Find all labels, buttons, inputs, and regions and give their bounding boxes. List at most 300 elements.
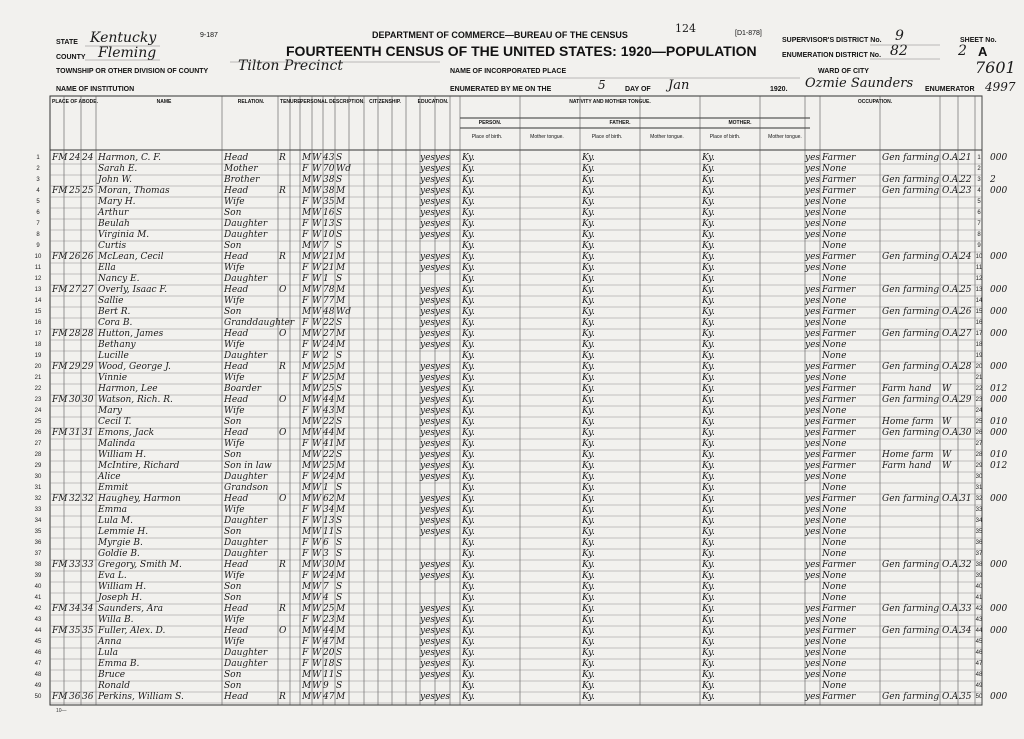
cell-eng: yes [805, 626, 821, 636]
cell-rc: 2 [990, 175, 996, 185]
cell-code [960, 582, 972, 593]
cell-mpob: Ky. [702, 406, 715, 416]
cell-age: 18 [323, 659, 335, 669]
cell-fam [82, 384, 96, 395]
cell-ten [279, 527, 289, 538]
cell-name: Hutton, James [98, 329, 164, 339]
cell-rel: Son [224, 681, 242, 691]
cell-cls: O.A. [942, 494, 962, 504]
cell-fpob: Ky. [582, 219, 595, 229]
cell-dwl [52, 648, 68, 659]
cell-mpob: Ky. [702, 351, 715, 361]
cell-name: Goldie B. [98, 549, 140, 559]
row-number-right: 3 [977, 177, 981, 183]
cell-rc: 000 [990, 307, 1008, 317]
cell-vis [69, 175, 81, 186]
cell-dwl [52, 384, 68, 395]
cell-mpob: Ky. [702, 461, 715, 471]
cell-ten [279, 538, 289, 549]
cell-eng: yes [805, 670, 821, 680]
cell-fpob: Ky. [582, 593, 595, 603]
cell-code [960, 538, 972, 549]
cell-pob: Ky. [462, 637, 475, 647]
cell-fam: 33 [82, 560, 94, 570]
cell-dwl [52, 582, 68, 593]
cell-fam [82, 296, 96, 307]
section-mother: MOTHER. [728, 120, 752, 126]
row-number-right: 11 [975, 265, 983, 271]
cell-mpob: Ky. [702, 615, 715, 625]
cell-rc [990, 582, 1020, 593]
cell-code [960, 318, 972, 329]
cell-ten [279, 670, 289, 681]
cell-name: Harmon, C. F. [98, 153, 161, 163]
cell-vis: 30 [69, 395, 81, 405]
cell-pob: Ky. [462, 373, 475, 383]
row-number-right: 16 [975, 320, 983, 326]
row-number: 30 [34, 474, 42, 480]
cell-rd: yes [420, 373, 436, 383]
cell-fpob: Ky. [582, 362, 595, 372]
cell-mar: S [336, 648, 343, 658]
cell-wr: yes [435, 604, 451, 614]
row-number: 45 [34, 639, 42, 645]
cell-mpob: Ky. [702, 384, 715, 394]
cell-name: Alice [98, 472, 121, 482]
cell-occ: None [822, 373, 847, 383]
cell-sex: M [302, 417, 312, 427]
cell-pob: Ky. [462, 384, 475, 394]
cell-cls [942, 615, 958, 626]
cell-rd: yes [420, 494, 436, 504]
cell-rel: Son in law [224, 461, 272, 471]
cell-rc: 000 [990, 153, 1008, 163]
cell-ten [279, 659, 289, 670]
cell-cls [942, 549, 958, 560]
row-number-right: 17 [975, 331, 983, 337]
cell-ten [279, 483, 289, 494]
cell-ten [279, 406, 289, 417]
cell-ind [882, 208, 940, 219]
sheet-label: SHEET No. [960, 37, 997, 44]
table-row [0, 604, 1024, 615]
cell-code [960, 274, 972, 285]
cell-rc: 000 [990, 285, 1008, 295]
cell-mpob: Ky. [702, 428, 715, 438]
row-number: 27 [34, 441, 42, 447]
cell-occ: None [822, 230, 847, 240]
cell-rd: yes [420, 329, 436, 339]
cell-vis: 28 [69, 329, 81, 339]
cell-rc [990, 373, 1020, 384]
row-number-right: 20 [975, 364, 983, 370]
cell-pob: Ky. [462, 230, 475, 240]
cell-dwl [52, 197, 68, 208]
cell-ten [279, 582, 289, 593]
cell-name: Bruce [98, 670, 126, 680]
cell-sex: M [302, 208, 312, 218]
cell-dwl [52, 439, 68, 450]
cell-code: 26 [960, 307, 972, 317]
cell-code: 23 [960, 186, 972, 196]
cell-ind [882, 571, 940, 582]
cell-race: W [312, 362, 322, 372]
cell-mar: S [336, 670, 343, 680]
cell-ten [279, 340, 289, 351]
row-number-right: 13 [975, 287, 983, 293]
enumerated-day: 5 [598, 78, 606, 92]
cell-pob: Ky. [462, 285, 475, 295]
cell-eng: yes [805, 604, 821, 614]
cell-vis [69, 274, 81, 285]
cell-pob: Ky. [462, 472, 475, 482]
table-row [0, 582, 1024, 593]
cell-age: 1 [323, 274, 329, 284]
cell-ten: O [279, 428, 287, 438]
county-label: COUNTY [56, 54, 86, 61]
form-number: 9-187 [200, 32, 218, 39]
cell-rel: Son [224, 307, 242, 317]
cell-wr [435, 549, 449, 560]
cell-code [960, 417, 972, 428]
cell-occ: Farmer [822, 692, 856, 702]
cell-age: 11 [323, 670, 335, 680]
cell-ind [882, 483, 940, 494]
cell-pob: Ky. [462, 582, 475, 592]
cell-race: W [312, 615, 322, 625]
cell-dwl [52, 230, 68, 241]
cell-eng: yes [805, 252, 821, 262]
cell-ind [882, 505, 940, 516]
cell-code [960, 230, 972, 241]
cell-mar: M [336, 373, 346, 383]
cell-vis [69, 197, 81, 208]
cell-age: 4 [323, 593, 329, 603]
cell-age: 34 [323, 505, 335, 515]
cell-vis [69, 472, 81, 483]
cell-mpob: Ky. [702, 175, 715, 185]
row-number: 40 [34, 584, 42, 590]
cell-fpob: Ky. [582, 274, 595, 284]
cell-vis [69, 483, 81, 494]
cell-ind: Gen farming [882, 494, 940, 504]
cell-mar: M [336, 340, 346, 350]
cell-ten [279, 197, 289, 208]
cell-age: 7 [323, 241, 329, 251]
cell-race: W [312, 285, 322, 295]
cell-occ: Farmer [822, 461, 856, 471]
cell-age: 30 [323, 560, 335, 570]
cell-dwl [52, 318, 68, 329]
cell-mar: M [336, 461, 346, 471]
cell-wr: yes [435, 197, 451, 207]
cell-vis [69, 307, 81, 318]
table-row [0, 296, 1024, 307]
cell-rc [990, 571, 1020, 582]
cell-race: W [312, 428, 322, 438]
cell-ten [279, 615, 289, 626]
cell-vis [69, 450, 81, 461]
cell-fam [82, 527, 96, 538]
cell-age: 13 [323, 516, 335, 526]
cell-ten: R [279, 604, 286, 614]
cell-rd: yes [420, 230, 436, 240]
cell-sex: F [302, 439, 309, 449]
cell-dwl [52, 406, 68, 417]
cell-cls: O.A. [942, 329, 962, 339]
cell-ind [882, 516, 940, 527]
cell-cls: W [942, 384, 952, 394]
cell-age: 25 [323, 373, 335, 383]
cell-vis: 27 [69, 285, 81, 295]
cell-fpob: Ky. [582, 340, 595, 350]
cell-wr: yes [435, 428, 451, 438]
cell-fam [82, 450, 96, 461]
cell-age: 44 [323, 626, 335, 636]
row-number-right: 22 [975, 386, 983, 392]
cell-sex: M [302, 175, 312, 185]
cell-occ: None [822, 659, 847, 669]
cell-code [960, 208, 972, 219]
cell-eng: yes [805, 461, 821, 471]
cell-wr: yes [435, 406, 451, 416]
cell-race: W [312, 648, 322, 658]
cell-wr [435, 483, 449, 494]
cell-occ: Farmer [822, 186, 856, 196]
cell-wr: yes [435, 318, 451, 328]
cell-eng: yes [805, 153, 821, 163]
cell-rel: Head [224, 395, 249, 405]
cell-name: Sarah E. [98, 164, 138, 174]
cell-fam [82, 208, 96, 219]
cell-rc [990, 164, 1020, 175]
cell-vis [69, 571, 81, 582]
cell-fam [82, 263, 96, 274]
cell-mar: M [336, 428, 346, 438]
cell-code [960, 461, 972, 472]
cell-rc: 000 [990, 186, 1008, 196]
cell-cls: O.A. [942, 362, 962, 372]
row-number-right: 8 [977, 232, 981, 238]
cell-wr: yes [435, 692, 451, 702]
row-number-right: 46 [975, 650, 983, 656]
cell-dwl: FM [52, 186, 68, 196]
row-number: 12 [34, 276, 42, 282]
cell-rel: Wife [224, 406, 245, 416]
cell-dwl: FM [52, 285, 68, 295]
cell-race: W [312, 505, 322, 515]
cell-cls [942, 527, 958, 538]
cell-name: Beulah [98, 219, 130, 229]
row-number-right: 29 [975, 463, 983, 469]
cell-rc: 000 [990, 329, 1008, 339]
cell-cls: O.A. [942, 560, 962, 570]
cell-wr: yes [435, 384, 451, 394]
cell-eng: yes [805, 516, 821, 526]
cell-mar: M [336, 263, 346, 273]
cell-pob: Ky. [462, 439, 475, 449]
cell-dwl [52, 681, 68, 692]
cell-rc [990, 527, 1020, 538]
row-number-right: 36 [975, 540, 983, 546]
cell-wr: yes [435, 670, 451, 680]
table-row [0, 494, 1024, 505]
cell-occ: None [822, 483, 847, 493]
row-number: 48 [34, 672, 42, 678]
cell-fam: 27 [82, 285, 94, 295]
cell-occ: None [822, 472, 847, 482]
row-number: 5 [36, 199, 40, 205]
enumerator-label: ENUMERATOR [925, 86, 975, 93]
cell-mar: S [336, 241, 343, 251]
township-value: Tilton Precinct [238, 58, 344, 74]
cell-age: 24 [323, 340, 335, 350]
cell-race: W [312, 384, 322, 394]
cell-rd: yes [420, 659, 436, 669]
cell-mar: S [336, 516, 343, 526]
cell-cls [942, 516, 958, 527]
cell-fpob: Ky. [582, 164, 595, 174]
cell-pob: Ky. [462, 560, 475, 570]
cell-eng: yes [805, 230, 821, 240]
cell-occ: None [822, 340, 847, 350]
cell-cls [942, 373, 958, 384]
cell-wr: yes [435, 307, 451, 317]
cell-occ: None [822, 571, 847, 581]
cell-sex: M [302, 285, 312, 295]
cell-eng [805, 483, 820, 494]
cell-age: 20 [323, 648, 335, 658]
cell-ind [882, 439, 940, 450]
cell-age: 44 [323, 395, 335, 405]
cell-mpob: Ky. [702, 439, 715, 449]
cell-wr: yes [435, 329, 451, 339]
cell-age: 38 [323, 175, 335, 185]
cell-age: 22 [323, 417, 335, 427]
cell-race: W [312, 373, 322, 383]
cell-rd: yes [420, 340, 436, 350]
cell-pob: Ky. [462, 483, 475, 493]
cell-eng: yes [805, 186, 821, 196]
cell-rel: Wife [224, 263, 245, 273]
cell-name: Lula [98, 648, 119, 658]
cell-name: John W. [98, 175, 133, 185]
cell-vis [69, 549, 81, 560]
cell-sex: F [302, 296, 309, 306]
cell-sex: M [302, 582, 312, 592]
corner-note: 7601 [975, 58, 1016, 77]
row-number-right: 15 [975, 309, 983, 315]
cell-cls [942, 230, 958, 241]
cell-code: 24 [960, 252, 972, 262]
row-number-right: 24 [975, 408, 983, 414]
row-number: 9 [36, 243, 40, 249]
row-number: 15 [34, 309, 42, 315]
cell-cls [942, 296, 958, 307]
cell-pob: Ky. [462, 428, 475, 438]
cell-name: Lemmie H. [98, 527, 149, 537]
cell-fam [82, 406, 96, 417]
cell-rel: Daughter [224, 472, 268, 482]
cell-rd: yes [420, 648, 436, 658]
cell-fam [82, 417, 96, 428]
cell-mpob: Ky. [702, 219, 715, 229]
cell-name: Curtis [98, 241, 127, 251]
cell-occ: None [822, 582, 847, 592]
cell-rd [420, 351, 434, 362]
cell-sex: M [302, 692, 312, 702]
cell-cls: W [942, 450, 952, 460]
table-row [0, 373, 1024, 384]
cell-fam [82, 505, 96, 516]
cell-ind [882, 659, 940, 670]
cell-rel: Boarder [224, 384, 262, 394]
cell-code [960, 197, 972, 208]
row-number: 8 [36, 232, 40, 238]
cell-mpob: Ky. [702, 186, 715, 196]
cell-ten [279, 241, 289, 252]
cell-pob: Ky. [462, 307, 475, 317]
cell-fam: 36 [82, 692, 94, 702]
cell-mpob: Ky. [702, 560, 715, 570]
cell-pob: Ky. [462, 241, 475, 251]
cell-mar: M [336, 494, 346, 504]
cell-eng: yes [805, 417, 821, 427]
row-number: 11 [34, 265, 42, 271]
cell-dwl [52, 483, 68, 494]
cell-fpob: Ky. [582, 208, 595, 218]
cell-sex: M [302, 527, 312, 537]
cell-wr: yes [435, 362, 451, 372]
cell-rc: 000 [990, 560, 1008, 570]
row-number: 31 [34, 485, 42, 491]
row-number: 49 [34, 683, 42, 689]
table-row [0, 329, 1024, 340]
enumeration-value: 82 [890, 43, 908, 59]
cell-rc [990, 593, 1020, 604]
cell-age: 7 [323, 582, 329, 592]
cell-eng: yes [805, 428, 821, 438]
cell-occ: None [822, 197, 847, 207]
cell-name: Bert R. [98, 307, 131, 317]
row-number: 24 [34, 408, 42, 414]
cell-rd: yes [420, 153, 436, 163]
cell-rel: Head [224, 285, 249, 295]
cell-vis [69, 648, 81, 659]
cell-name: Vinnie [98, 373, 128, 383]
cell-race: W [312, 417, 322, 427]
cell-occ: Farmer [822, 252, 856, 262]
cell-race: W [312, 296, 322, 306]
section-citizenship: CITIZENSHIP. [369, 99, 401, 105]
cell-vis: 32 [69, 494, 81, 504]
cell-mar: S [336, 208, 343, 218]
cell-name: Lula M. [98, 516, 133, 526]
cell-mpob: Ky. [702, 637, 715, 647]
cell-cls [942, 241, 958, 252]
cell-dwl [52, 637, 68, 648]
cell-mar: M [336, 505, 346, 515]
table-row [0, 274, 1024, 285]
table-row [0, 153, 1024, 164]
cell-wr: yes [435, 516, 451, 526]
cell-occ: Farmer [822, 175, 856, 185]
cell-mar: S [336, 351, 343, 361]
cell-dwl: FM [52, 329, 68, 339]
cell-mar: M [336, 626, 346, 636]
cell-dwl [52, 263, 68, 274]
cell-fpob: Ky. [582, 450, 595, 460]
